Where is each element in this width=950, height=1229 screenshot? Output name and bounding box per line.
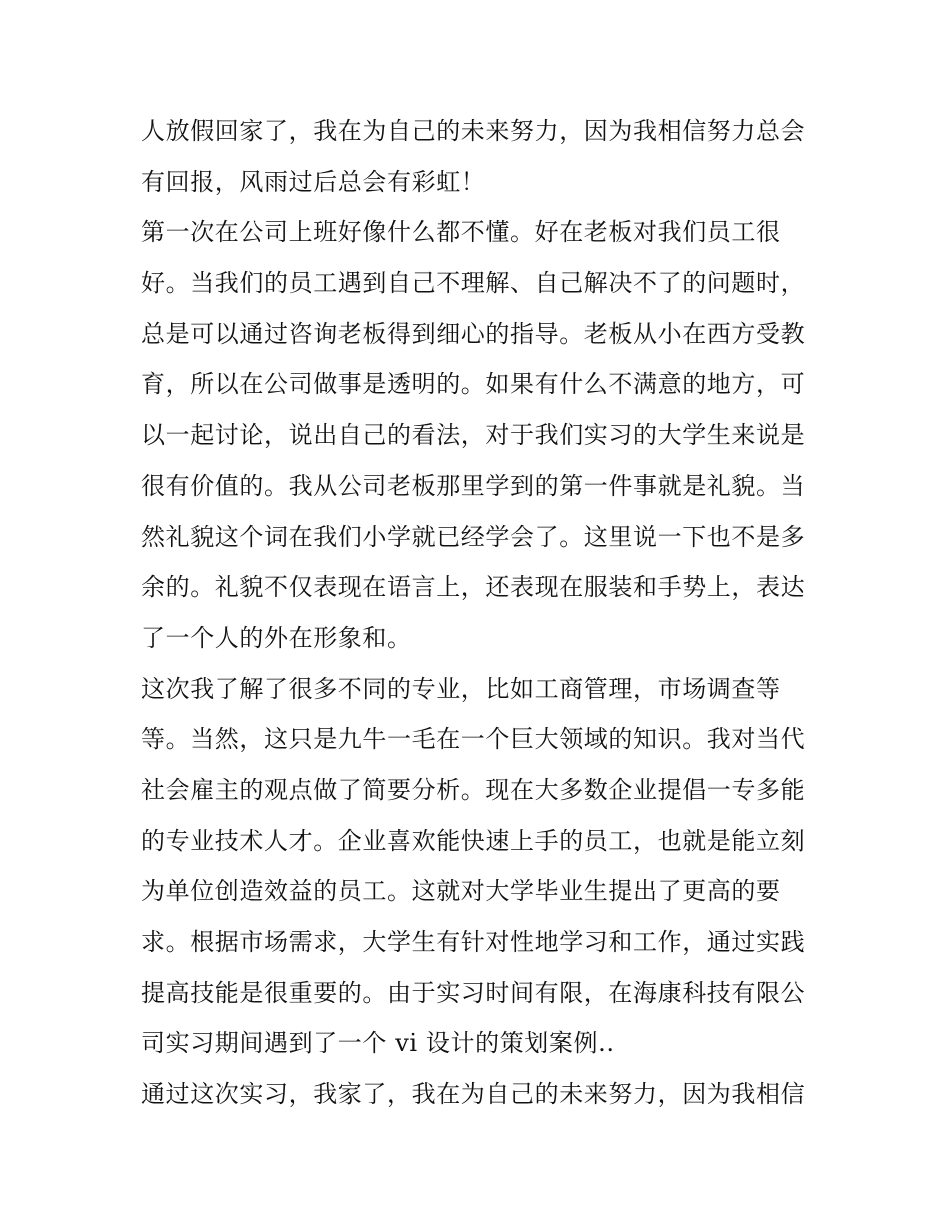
text-line-5: 总是可以通过咨询老板得到细心的指导。老板从小在西方受教 — [141, 319, 806, 348]
text-line-13: 等。当然，这只是九牛一毛在一个巨大领域的知识。我对当代 — [141, 725, 806, 754]
text-line-2: 有回报，风雨过后总会有彩虹！ — [141, 167, 486, 196]
text-line-11: 了一个人的外在形象和。 — [141, 623, 412, 652]
text-line-12: 这次我了解了很多不同的专业，比如工商管理，市场调查等 — [141, 674, 781, 703]
text-line-1: 人放假回家了，我在为自己的未来努力，因为我相信努力总会 — [141, 117, 806, 145]
text-line-9: 然礼貌这个词在我们小学就已经学会了。这里说一下也不是多 — [141, 522, 806, 551]
text-line-16: 为单位创造效益的员工。这就对大学毕业生提出了更高的要 — [141, 877, 781, 906]
text-line-3: 第一次在公司上班好像什么都不懂。好在老板对我们员工很 — [141, 218, 781, 247]
text-line-18: 提高技能是很重要的。由于实习时间有限，在海康科技有限公 — [141, 978, 806, 1007]
text-line-19: 司实习期间遇到了一个 vi 设计的策划案例.. — [141, 1029, 615, 1058]
text-line-8: 很有价值的。我从公司老板那里学到的第一件事就是礼貌。当 — [141, 471, 806, 500]
text-line-7: 以一起讨论，说出自己的看法，对于我们实习的大学生来说是 — [141, 421, 806, 450]
body-text — [141, 106, 821, 1120]
text-line-10: 余的。礼貌不仅表现在语言上，还表现在服装和手势上，表达 — [141, 573, 806, 602]
text-line-17: 求。根据市场需求，大学生有针对性地学习和工作，通过实践 — [141, 928, 806, 956]
text-line-15: 的专业技术人才。企业喜欢能快速上手的员工，也就是能立刻 — [141, 826, 806, 855]
text-line-4: 好。当我们的员工遇到自己不理解、自己解决不了的问题时， — [141, 269, 806, 298]
text-line-6: 育，所以在公司做事是透明的。如果有什么不满意的地方，可 — [141, 370, 806, 399]
text-line-14: 社会雇主的观点做了简要分析。现在大多数企业提倡一专多能 — [141, 775, 806, 804]
text-line-20: 通过这次实习，我家了，我在为自己的未来努力，因为我相信 — [141, 1080, 806, 1109]
